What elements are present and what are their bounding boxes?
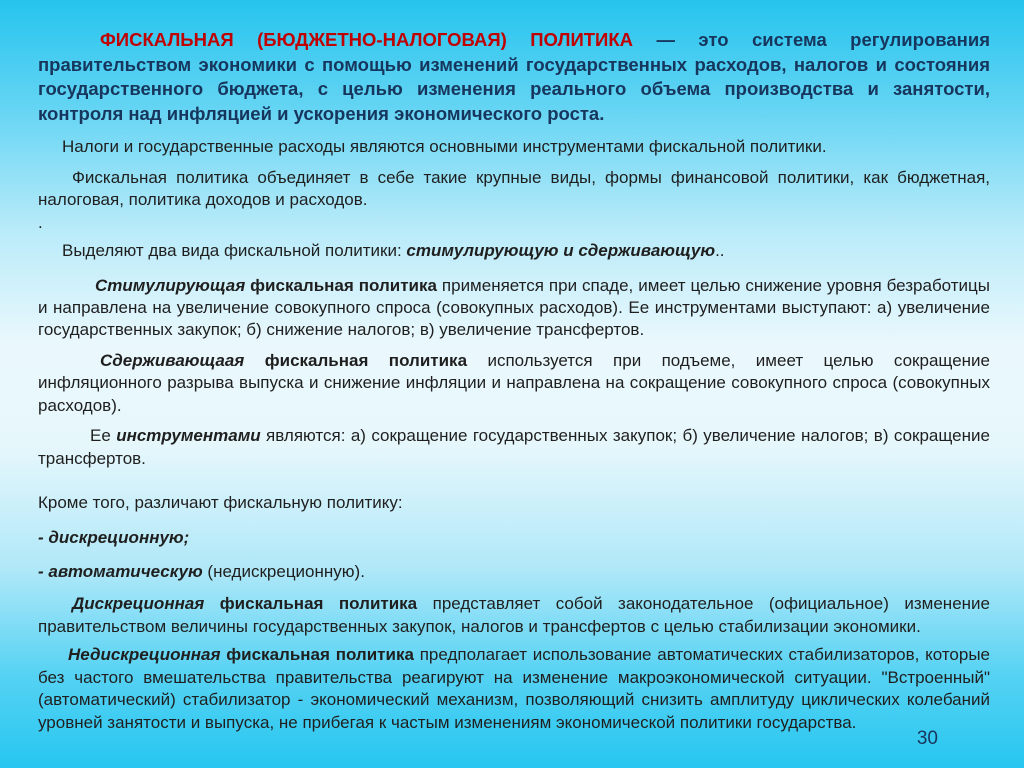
discretionary-list-item: - дискреционную; <box>38 527 190 547</box>
two-types-lead: Выделяют два вида фискальной политики: <box>62 241 407 261</box>
discretionary-term: Дискреционная <box>72 594 205 614</box>
stray-dot-line: . <box>38 212 43 232</box>
tools-lead: Ее <box>90 426 117 446</box>
restraining-paragraph <box>38 350 990 417</box>
tools-emphasis: инструментами <box>116 426 261 446</box>
automatic-list-item <box>38 561 990 583</box>
besides-paragraph: Кроме того, различают фискальную политику: <box>38 493 403 513</box>
tools-body: являются: а) сокращение государственных закупок; б) увеличение налогов; в) сокращение трансфертов. <box>38 426 990 468</box>
page-number: 30 <box>916 728 938 749</box>
two-types-paragraph <box>38 240 990 262</box>
automatic-item-emphasis: - автоматическую <box>38 561 203 581</box>
definition-term: ФИСКАЛЬНАЯ (БЮДЖЕТНО-НАЛОГОВАЯ) ПОЛИТИКА <box>100 29 633 50</box>
nondiscretionary-term-bold: фискальная политика <box>220 645 414 665</box>
stimulating-term-bold: фискальная политика <box>245 275 437 295</box>
nondiscretionary-body: предполагает использование автоматических стабилизаторов, которые без частого вмешательства правительства реагируют на изменение макроэкономической ситуации. "Встроенный" (автоматический) стабилизатор - экономический механизм, позволяющий снизить амплитуду циклических колебаний уровней занятости и выпуска, не прибегая к частым изменениям экономической политики государства. <box>38 645 990 732</box>
two-types-emphasis: стимулирующую и сдерживающую <box>406 241 716 261</box>
definition-dash: — <box>633 29 699 50</box>
discretionary-body: представляет собой законодательное (официальное) изменение правительством величины государственных закупок, налогов и трансфертов с целью стабилизации экономики. <box>38 594 990 636</box>
automatic-item-rest: (недискреционную). <box>202 561 365 581</box>
discretionary-term-bold: фискальная политика <box>204 594 418 614</box>
discretionary-paragraph <box>38 593 990 638</box>
stimulating-term: Стимулирующая <box>95 275 246 295</box>
unites-paragraph: Фискальная политика объединяет в себе такие крупные виды, формы финансовой политики, как бюджетная, налоговая, политика доходов и расходов. <box>38 167 990 210</box>
stimulating-paragraph <box>38 275 990 342</box>
definition-body: это система регулирования правительством экономики с помощью изменений государственных расходов, налогов и состояния государственного бюджета, с целью изменения реального объема производства и занятости, контроля над инфляцией и ускорения экономического роста. <box>38 29 991 124</box>
restraining-body: используется при подъеме, имеет целью сокращение инфляционного разрыва выпуска и снижение инфляции и направлена на сокращение совокупного спроса (совокупных расходов). <box>38 350 990 415</box>
two-types-tail: .. <box>715 241 725 261</box>
definition-paragraph <box>38 28 990 126</box>
restraining-term: Сдерживающаая <box>100 350 245 370</box>
stimulating-body: применяется при спаде, имеет целью снижение уровня безработицы и направлена на увеличение совокупного спроса (совокупных расходов). Ее инструментами выступают: а) увеличение государственных закупок; б) снижение налогов; в) увеличение трансфертов. <box>38 275 990 340</box>
restraining-term-bold: фискальная политика <box>244 350 468 370</box>
nondiscretionary-paragraph <box>38 644 990 734</box>
instruments-paragraph: Налоги и государственные расходы являются основными инструментами фискальной политики. <box>62 137 827 157</box>
restraining-tools-paragraph <box>38 425 990 470</box>
nondiscretionary-term: Недискреционная <box>68 645 221 665</box>
